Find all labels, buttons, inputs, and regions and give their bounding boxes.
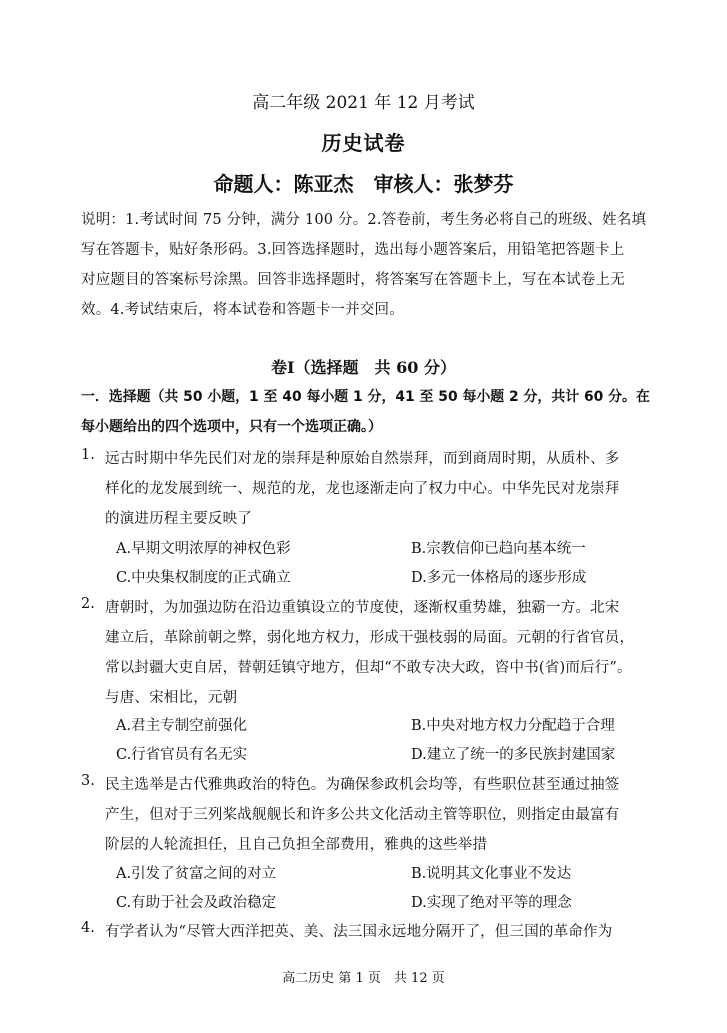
question-text-line: 阶层的人轮流担任，且自己负担全部费用，雅典的这些举措 xyxy=(105,837,488,853)
question-text-line: 唐朝时，为加强边防在沿边重镇设立的节度使，逐渐权重势雄，独霸一方。北宋 xyxy=(105,600,620,616)
option-b: B.宗教信仰已趋向基本统一 xyxy=(411,541,586,557)
question-number: 2. xyxy=(81,596,95,612)
question-text-line: 建立后，革除前朝之弊，弱化地方权力，形成干强枝弱的局面。元朝的行省官员， xyxy=(105,630,635,646)
question-number: 3. xyxy=(81,773,95,789)
question-number: 4. xyxy=(81,920,95,936)
question-text-line: 样化的龙发展到统一、规范的龙，龙也逐渐走向了权力中心。中华先民对龙崇拜 xyxy=(105,481,620,497)
page-footer: 高二历史 第 1 页 共 12 页 xyxy=(282,971,445,986)
option-c: C.行省官员有名无实 xyxy=(116,747,248,763)
option-d: D.多元一体格局的逐步形成 xyxy=(411,570,587,586)
instruction-line: 说明：1.考试时间 75 分钟，满分 100 分。2.答卷前，考生务必将自己的班级、姓名填 xyxy=(81,212,647,228)
exam-line: 高二年级 2021 年 12 月考试 xyxy=(252,93,475,113)
option-a: A.引发了贫富之间的对立 xyxy=(116,866,277,882)
option-d: D.建立了统一的多民族封建国家 xyxy=(411,747,616,763)
option-c: C.有助于社会及政治稳定 xyxy=(116,895,277,911)
option-a: A.君主专制空前强化 xyxy=(116,718,248,734)
instruction-line: 效。4.考试结束后，将本试卷和答题卡一并交回。 xyxy=(81,302,404,318)
question-text-line: 民主选举是古代雅典政治的特色。为确保参政机会均等，有些职位甚至通过抽签 xyxy=(105,777,620,793)
section-intro-line: 一．选择题（共 50 小题，1 至 40 每小题 1 分，41 至 50 每小题 2 分，共计 60 分。在 xyxy=(81,389,650,405)
question-number: 1. xyxy=(81,447,95,463)
instruction-line: 写在答题卡，贴好条形码。3.回答选择题时，选出每小题答案后，用铅笔把答题卡上 xyxy=(81,242,625,258)
option-b: B.中央对地方权力分配趋于合理 xyxy=(411,718,615,734)
question-text-line: 的演进历程主要反映了 xyxy=(105,511,252,527)
question-text-line: 与唐、宋相比，元朝 xyxy=(105,690,238,706)
authors-line: 命题人：陈亚杰 审核人：张梦芬 xyxy=(213,172,514,196)
question-text-line: 产生，但对于三列桨战舰舰长和许多公共文化活动主管等职位，则指定由最富有 xyxy=(105,807,620,823)
option-a: A.早期文明浓厚的神权色彩 xyxy=(116,541,291,557)
option-b: B.说明其文化事业不发达 xyxy=(411,866,572,882)
subject-title: 历史试卷 xyxy=(321,131,406,155)
section-title: 卷Ⅰ（选择题 共 60 分） xyxy=(271,358,456,377)
option-d: D.实现了绝对平等的理念 xyxy=(411,895,572,911)
instruction-line: 对应题目的答案标号涂黑。回答非选择题时，将答案写在答题卡上，写在本试卷上无 xyxy=(81,272,625,288)
question-text-line: 远古时期中华先民们对龙的崇拜是种原始自然崇拜，而到商周时期，从质朴、多 xyxy=(105,451,620,467)
option-c: C.中央集权制度的正式确立 xyxy=(116,570,291,586)
section-intro-line: 每小题给出的四个选项中，只有一个选项正确。） xyxy=(81,419,382,435)
question-text-line: 有学者认为“尽管大西洋把英、美、法三国永远地分隔开了，但三国的革命作为 xyxy=(105,924,613,940)
question-text-line: 常以封疆大吏自居，替朝廷镇守地方，但却“不敢专决大政，咨中书(省)而后行”。 xyxy=(105,660,632,676)
